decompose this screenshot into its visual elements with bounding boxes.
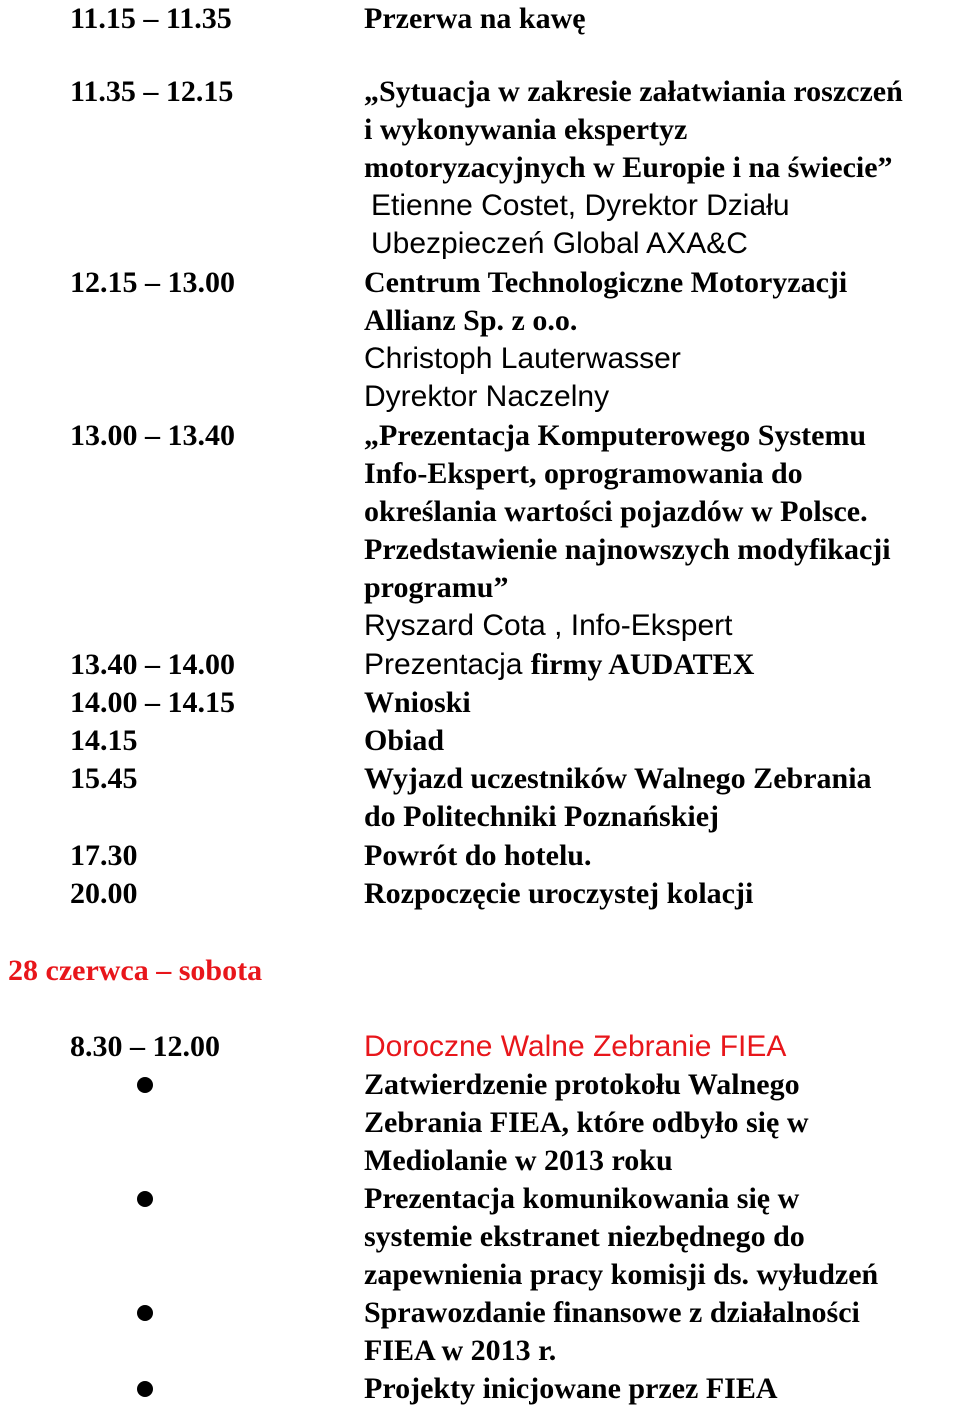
description-line: Sprawozdanie finansowe z działalności [364, 1296, 860, 1329]
agenda-description [364, 264, 960, 416]
description-line: i wykonywania ekspertyz [364, 113, 688, 146]
description-line: Obiad [364, 724, 445, 757]
description-line: Wnioski [364, 686, 471, 719]
agenda-time: 14.00 – 14.15 [70, 686, 235, 719]
description-line: Projekty inicjowane przez FIEA [364, 1372, 778, 1405]
agenda-description [364, 1066, 960, 1180]
description-line: FIEA w 2013 r. [364, 1334, 557, 1367]
agenda-description [364, 1028, 960, 1066]
description-line: Prezentacja komunikowania się w [364, 1182, 800, 1215]
agenda-time: 14.15 [70, 724, 138, 757]
description-line: do Politechniki Poznańskiej [364, 800, 720, 833]
agenda-description [364, 875, 960, 913]
description-line: Zatwierdzenie protokołu Walnego [364, 1068, 800, 1101]
agenda-description [364, 837, 960, 875]
speaker-line: Ubezpieczeń Global AXA&C [371, 227, 748, 260]
agenda-description [364, 722, 960, 760]
agenda-description [364, 684, 960, 722]
agenda-description [364, 646, 960, 684]
description-line: Przerwa na kawę [364, 2, 586, 35]
agenda-time: 20.00 [70, 877, 138, 910]
description-line: Przedstawienie najnowszych modyfikacji [364, 533, 891, 566]
description-line: określania wartości pojazdów w Polsce. [364, 495, 868, 528]
agenda-description [364, 1294, 960, 1370]
description-line: Centrum Technologiczne Motoryzacji [364, 266, 848, 299]
description-line: Allianz Sp. z o.o. [364, 304, 578, 337]
agenda-time: 11.35 – 12.15 [70, 75, 234, 108]
agenda-time: 11.15 – 11.35 [70, 2, 232, 35]
description-line: programu” [364, 571, 509, 604]
description-line: Rozpoczęcie uroczystej kolacji [364, 877, 754, 910]
description-line: Wyjazd uczestników Walnego Zebrania [364, 762, 872, 795]
bullet-icon [137, 1305, 153, 1321]
speaker-line: Dyrektor Naczelny [364, 380, 610, 413]
bullet-icon [137, 1077, 153, 1093]
bullet-icon [137, 1381, 153, 1397]
agenda-description [364, 0, 960, 38]
bullet-icon [137, 1191, 153, 1207]
agenda-time: 17.30 [70, 839, 138, 872]
day-heading: 28 czerwca – sobota [8, 954, 263, 987]
description-line: systemie ekstranet niezbędnego do [364, 1220, 805, 1253]
agenda-time: 12.15 – 13.00 [70, 266, 235, 299]
description-line: Zebrania FIEA, które odbyło się w [364, 1106, 809, 1139]
meeting-title: Doroczne Walne Zebranie FIEA [364, 1030, 787, 1063]
agenda-time: 15.45 [70, 762, 138, 795]
speaker-line: Christoph Lauterwasser [364, 342, 681, 375]
description-line: „Sytuacja w zakresie załatwiania roszczeń [364, 75, 903, 108]
speaker-line: Ryszard Cota , Info-Ekspert [364, 609, 733, 642]
description-line: motoryzacyjnych w Europie i na świecie” [364, 151, 893, 184]
agenda-time: 13.40 – 14.00 [70, 648, 235, 681]
agenda-time: 8.30 – 12.00 [70, 1030, 220, 1063]
agenda-description [364, 1180, 960, 1294]
description-lead: Prezentacja [364, 648, 531, 681]
description-line: firmy AUDATEX [530, 648, 755, 681]
agenda-description [364, 73, 960, 263]
description-line: Powrót do hotelu. [364, 839, 592, 872]
agenda-time: 13.00 – 13.40 [70, 419, 235, 452]
agenda-description [364, 417, 960, 645]
description-line: „Prezentacja Komputerowego Systemu [364, 419, 867, 452]
agenda-description [364, 1370, 960, 1408]
description-line: Mediolanie w 2013 roku [364, 1144, 673, 1177]
description-line: zapewnienia pracy komisji ds. wyłudzeń [364, 1258, 879, 1291]
speaker-line: Etienne Costet, Dyrektor Działu [371, 189, 790, 222]
description-line: Info-Ekspert, oprogramowania do [364, 457, 803, 490]
agenda-description [364, 760, 960, 836]
